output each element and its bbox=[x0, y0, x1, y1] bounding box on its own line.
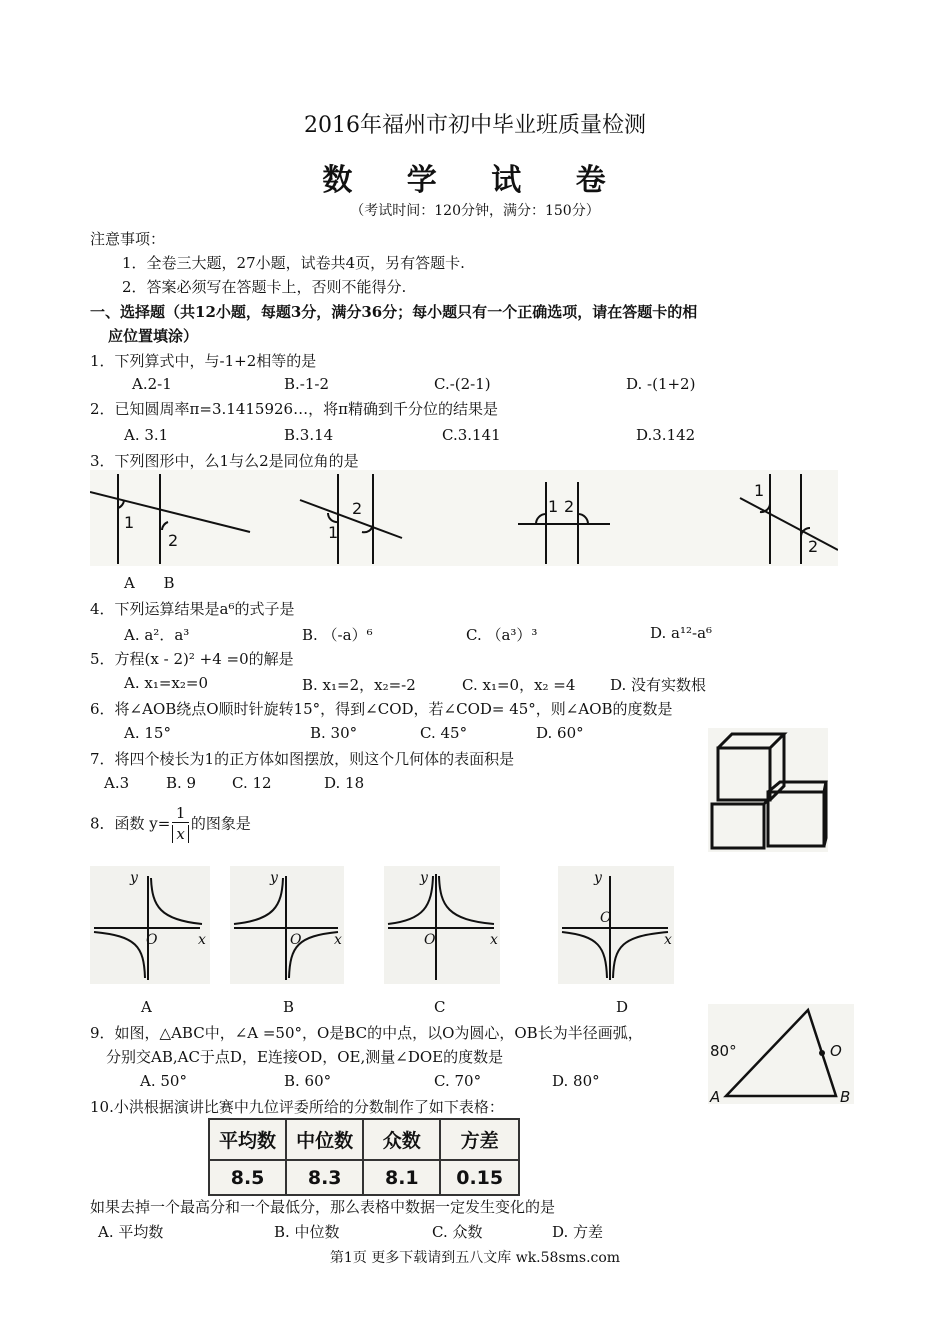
angle-label-1: 1 bbox=[548, 497, 559, 516]
table-header: 方差 bbox=[440, 1119, 519, 1160]
q1-stem: 1．下列算式中，与-1+2相等的是 bbox=[90, 352, 317, 370]
q7-cubes-figure bbox=[708, 728, 828, 852]
svg-text:x: x bbox=[490, 932, 498, 948]
q8-label-d: D bbox=[616, 998, 629, 1016]
svg-text:O: O bbox=[146, 932, 158, 948]
note-item: 1．全卷三大题，27小题，试卷共4页，另有答题卡. bbox=[122, 254, 465, 272]
score-table bbox=[208, 1118, 520, 1196]
table-cell: 0.15 bbox=[440, 1160, 519, 1195]
svg-text:O: O bbox=[290, 932, 302, 948]
q9-option-b: B. 60° bbox=[284, 1072, 332, 1090]
svg-text:x: x bbox=[664, 932, 672, 948]
exam-title: 2016年福州市初中毕业班质量检测 bbox=[304, 113, 646, 138]
svg-text:B: B bbox=[840, 1088, 851, 1104]
q5-option-c: C. x₁=0，x₂ =4 bbox=[462, 676, 576, 694]
q8-graph-d bbox=[558, 866, 674, 984]
q6-option-b: B. 30° bbox=[310, 724, 358, 742]
table-row bbox=[209, 1160, 519, 1195]
q4-option-c: C. （a³）³ bbox=[466, 626, 538, 644]
q6-stem: 6．将∠AOB绕点O顺时针旋转15°，得到∠COD，若∠COD= 45°，则∠AOB的度数是 bbox=[90, 700, 673, 718]
table-header: 众数 bbox=[363, 1119, 440, 1160]
page-footer: 第1页 更多下载请到五八文库 wk.58sms.com bbox=[329, 1250, 621, 1266]
svg-text:y: y bbox=[594, 870, 602, 886]
q9-triangle-figure bbox=[708, 1004, 854, 1104]
angle-label-2: 2 bbox=[808, 537, 819, 556]
q2-option-a: A. 3.1 bbox=[124, 426, 169, 444]
q5-stem: 5．方程(x - 2)² +4 =0的解是 bbox=[90, 650, 294, 668]
q10-option-c: C. 众数 bbox=[432, 1223, 483, 1241]
q10-option-a: A. 平均数 bbox=[98, 1223, 164, 1241]
q5-option-a: A. x₁=x₂=0 bbox=[124, 674, 208, 692]
q8-graph-c bbox=[384, 866, 500, 984]
svg-text:y: y bbox=[130, 870, 138, 886]
table-header: 平均数 bbox=[209, 1119, 286, 1160]
q8-graph-a bbox=[90, 866, 210, 984]
q7-option-b: B. 9 bbox=[166, 774, 197, 792]
q3-figures bbox=[90, 470, 838, 566]
angle-label-2: 2 bbox=[352, 499, 363, 518]
q7-stem: 7．将四个棱长为1的正方体如图摆放，则这个几何体的表面积是 bbox=[90, 750, 515, 768]
q6-option-c: C. 45° bbox=[420, 724, 468, 742]
q8-label-b: B bbox=[283, 998, 295, 1016]
svg-text:80°: 80° bbox=[710, 1042, 737, 1060]
q10-option-b: B. 中位数 bbox=[274, 1223, 340, 1241]
svg-text:y: y bbox=[270, 870, 278, 886]
q10-option-d: D. 方差 bbox=[552, 1223, 604, 1241]
q9-stem-cont: 分别交AB,AC于点D，E连接OD，OE,测量∠DOE的度数是 bbox=[106, 1048, 504, 1066]
q4-option-d: D. a¹²-a⁶ bbox=[650, 624, 713, 642]
q1-option-a: A.2-1 bbox=[132, 375, 172, 393]
svg-text:x: x bbox=[198, 932, 206, 948]
svg-text:y: y bbox=[420, 870, 428, 886]
angle-label-2: 2 bbox=[168, 531, 179, 550]
q8-graph-b bbox=[230, 866, 344, 984]
q1-option-d: D. -(1+2) bbox=[626, 375, 696, 393]
table-cell: 8.5 bbox=[209, 1160, 286, 1195]
q9-option-a: A. 50° bbox=[140, 1072, 187, 1090]
angle-label-1: 1 bbox=[754, 481, 765, 500]
section1-heading: 一、选择题（共12小题，每题3分，满分36分；每小题只有一个正确选项，请在答题卡的相 bbox=[90, 303, 698, 321]
q3-option-labels: A B bbox=[124, 574, 175, 592]
q7-option-c: C. 12 bbox=[232, 774, 272, 792]
q9-option-c: C. 70° bbox=[434, 1072, 482, 1090]
q10-stem: 10.小洪根据演讲比赛中九位评委所给的分数制作了如下表格： bbox=[90, 1098, 504, 1116]
table-cell: 8.3 bbox=[286, 1160, 363, 1195]
svg-text:x: x bbox=[334, 932, 342, 948]
q3-stem: 3．下列图形中，么1与么2是同位角的是 bbox=[90, 452, 359, 470]
q8-label-a: A bbox=[141, 998, 152, 1016]
q10-followup: 如果去掉一个最高分和一个最低分，那么表格中数据一定发生变化的是 bbox=[90, 1198, 556, 1216]
table-cell: 8.1 bbox=[363, 1160, 440, 1195]
section1-heading-cont: 应位置填涂） bbox=[108, 327, 199, 345]
q8-stem: 8．函数 y= $\frac{1}{x}$ 的图象是 bbox=[90, 804, 251, 843]
q2-stem: 2．已知圆周率π=3.1415926…，将π精确到千分位的结果是 bbox=[90, 400, 498, 418]
q9-option-d: D. 80° bbox=[552, 1072, 600, 1090]
svg-text:O: O bbox=[830, 1042, 842, 1060]
svg-text:O: O bbox=[424, 932, 436, 948]
q4-option-b: B. （-a）⁶ bbox=[302, 626, 373, 644]
table-header: 中位数 bbox=[286, 1119, 363, 1160]
q9-stem: 9．如图，△ABC中，∠A =50°，O是BC的中点，以O为圆心，OB长为半径画弧， bbox=[90, 1024, 643, 1042]
q5-option-d: D. 没有实数根 bbox=[610, 676, 707, 694]
q2-option-c: C.3.141 bbox=[442, 426, 501, 444]
q2-option-b: B.3.14 bbox=[284, 426, 334, 444]
svg-text:A: A bbox=[710, 1088, 721, 1104]
q1-option-c: C.-(2-1) bbox=[434, 375, 491, 393]
q1-option-b: B.-1-2 bbox=[284, 375, 330, 393]
q8-label-c: C bbox=[434, 998, 446, 1016]
note-item: 2．答案必须写在答题卡上，否则不能得分. bbox=[122, 278, 407, 296]
q6-option-d: D. 60° bbox=[536, 724, 584, 742]
time-note: （考试时间：120分钟，满分：150分） bbox=[350, 203, 600, 219]
angle-label-1: 1 bbox=[328, 523, 339, 542]
subject-title: 数 学 试 卷 bbox=[322, 163, 628, 198]
q5-option-b: B. x₁=2，x₂=-2 bbox=[302, 676, 416, 694]
table-row bbox=[209, 1119, 519, 1160]
svg-text:O: O bbox=[600, 910, 612, 926]
q7-option-a: A.3 bbox=[104, 774, 130, 792]
notes-heading: 注意事项： bbox=[90, 230, 166, 248]
q6-option-a: A. 15° bbox=[124, 724, 171, 742]
q4-option-a: A. a²．a³ bbox=[124, 626, 190, 644]
q4-stem: 4．下列运算结果是a⁶的式子是 bbox=[90, 600, 295, 618]
angle-label-1: 1 bbox=[124, 513, 135, 532]
q7-option-d: D. 18 bbox=[324, 774, 365, 792]
q2-option-d: D.3.142 bbox=[636, 426, 696, 444]
fraction: $\frac{1}{x}$ bbox=[172, 804, 188, 845]
angle-label-2: 2 bbox=[564, 497, 575, 516]
